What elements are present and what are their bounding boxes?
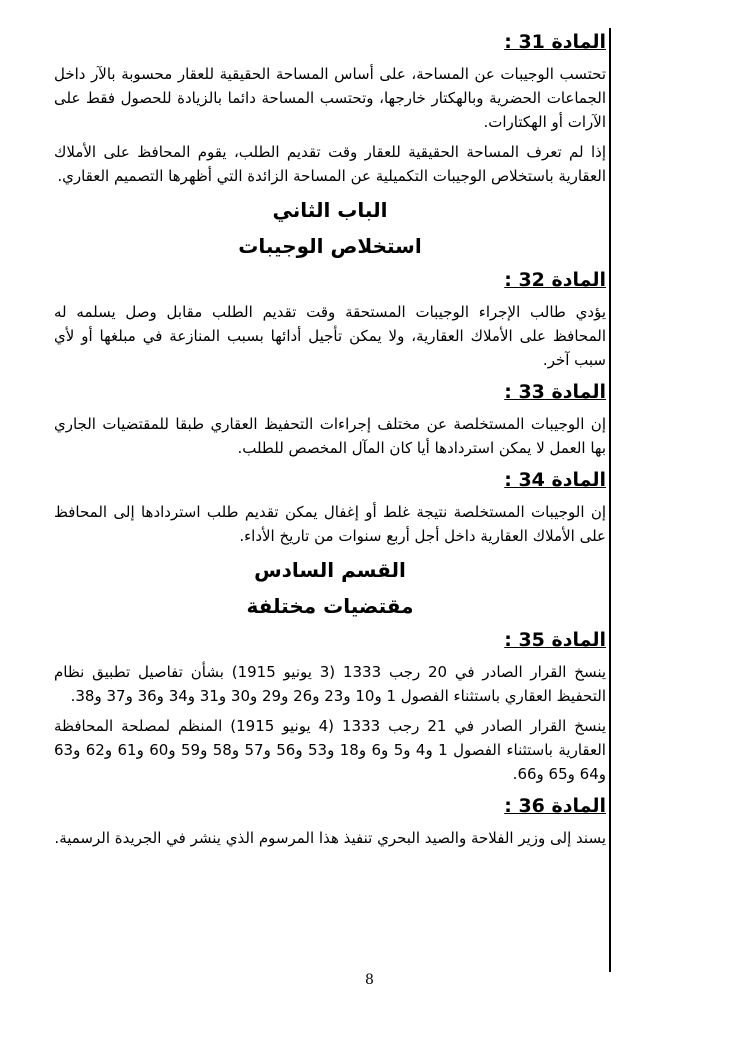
- article-heading-31: المادة 31 :: [504, 31, 606, 53]
- article-36-paragraph: يسند إلى وزير الفلاحة والصيد البحري تنفيذ هذا المرسوم الذي ينشر في الجريدة الرسمية.: [54, 829, 606, 847]
- article-31-paragraph-2: إذا لم تعرف المساحة الحقيقية للعقار وقت تقديم الطلب، يقوم المحافظ على الأملاك العقارية باستخلاص الوجيبات التكميلية عن المساحة الزائدة التي أظهرها التصميم العقاري.: [54, 143, 606, 185]
- article-32-paragraph: يؤدي طالب الإجراء الوجيبات المستحقة وقت تقديم الطلب مقابل وصل يسلمه له المحافظ على الأملاك العقارية، ولا يمكن تأجيل أدائها بسبب المنازعة في مبلغها أو لأي سبب آخر.: [54, 303, 606, 369]
- article-31-paragraph-1: تحتسب الوجيبات عن المساحة، على أساس المساحة الحقيقية للعقار محسوبة بالآر داخل الجماعات الحضرية وبالهكتار خارجها، وتحتسب المساحة دائما بالزيادة للحصول فقط على الآرات أو الهكتارات.: [54, 65, 606, 131]
- article-34-paragraph: إن الوجيبات المستخلصة نتيجة غلط أو إغفال يمكن تقديم طلب استردادها إلى المحافظ على الأملاك العقارية داخل أجل أربع سنوات من تاريخ الأداء.: [54, 503, 606, 545]
- article-33-paragraph: إن الوجيبات المستخلصة عن مختلف إجراءات التحفيظ العقاري طبقا للمقتضيات الجاري بها العمل لا يمكن استردادها أيا كان المآل المخصص للطلب.: [54, 415, 606, 457]
- document-body: [54, 28, 606, 856]
- article-heading-35: المادة 35 :: [504, 629, 606, 651]
- article-heading-36: المادة 36 :: [504, 795, 606, 817]
- article-heading-32: المادة 32 :: [504, 269, 606, 291]
- section-heading-miscellaneous: مقتضيات مختلفة: [246, 594, 414, 618]
- article-35-paragraph-1: ينسخ القرار الصادر في 20 رجب 1333 (3 يونيو 1915) بشأن تفاصيل تطبيق نظام التحفيظ العقاري باستثناء الفصول 1 و10 و23 و26 و29 و30 و31 و34 و36 و37 و38.: [54, 663, 607, 705]
- article-heading-34: المادة 34 :: [504, 469, 606, 491]
- article-35-paragraph-2: ينسخ القرار الصادر في 21 رجب 1333 (4 يونيو 1915) المنظم لمصلحة المحافظة العقارية باستثناء الفصول 1 و4 و5 و6 و18 و53 و56 و57 و58 و59 و60 و61 و62 و63 و64 و65 و66.: [54, 717, 607, 783]
- section-heading-collection: استخلاص الوجيبات: [238, 234, 422, 258]
- margin-rule: [609, 28, 611, 972]
- page-number: 8: [365, 972, 374, 988]
- section-heading-part-two: الباب الثاني: [272, 198, 388, 222]
- article-heading-33: المادة 33 :: [504, 381, 606, 403]
- section-heading-part-six: القسم السادس: [254, 558, 406, 582]
